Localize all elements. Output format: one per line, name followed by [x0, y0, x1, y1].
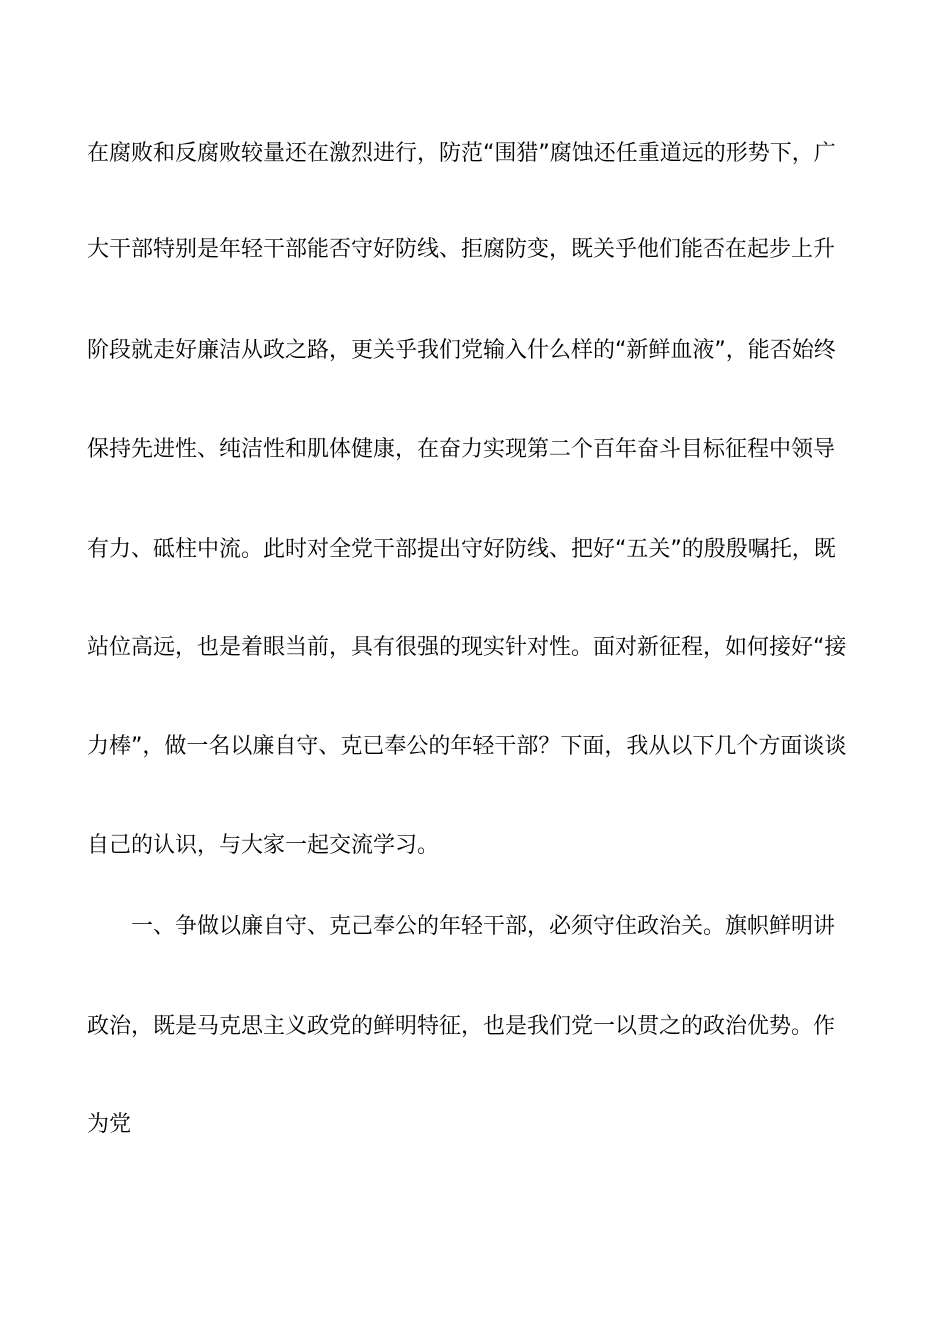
paragraph-1-line-7: 力棒”，做一名以廉自守、克已奉公的年轻干部？下面，我从以下几个方面谈谈 [87, 734, 847, 759]
paragraph-1-line-1: 在腐败和反腐败较量还在激烈进行，防范“围猎”腐蚀还任重道远的形势下，广 [87, 141, 836, 166]
paragraph-2-line-2: 政治，既是马克思主义政党的鲜明特征，也是我们党一以贯之的政治优势。作 [87, 1014, 836, 1039]
paragraph-2-line-1: 一、争做以廉自守、克己奉公的年轻干部，必须守住政治关。旗帜鲜明讲 [131, 914, 836, 939]
paragraph-1-line-4: 保持先进性、纯洁性和肌体健康，在奋力实现第二个百年奋斗目标征程中领导 [87, 437, 836, 462]
paragraph-1-line-8: 自己的认识，与大家一起交流学习。 [87, 833, 440, 858]
paragraph-1-line-6: 站位高远，也是着眼当前，具有很强的现实针对性。面对新征程，如何接好“接 [87, 635, 847, 660]
paragraph-1-line-5: 有力、砥柱中流。此时对全党干部提出守好防线、把好“五关”的殷殷嘱托，既 [87, 537, 836, 562]
paragraph-1-line-3: 阶段就走好廉洁从政之路，更关乎我们党输入什么样的“新鲜血液”，能否始终 [87, 338, 836, 363]
paragraph-2-line-3: 为党 [87, 1112, 132, 1137]
paragraph-1-line-2: 大干部特别是年轻干部能否守好防线、拒腐防变，既关乎他们能否在起步上升 [87, 237, 836, 262]
